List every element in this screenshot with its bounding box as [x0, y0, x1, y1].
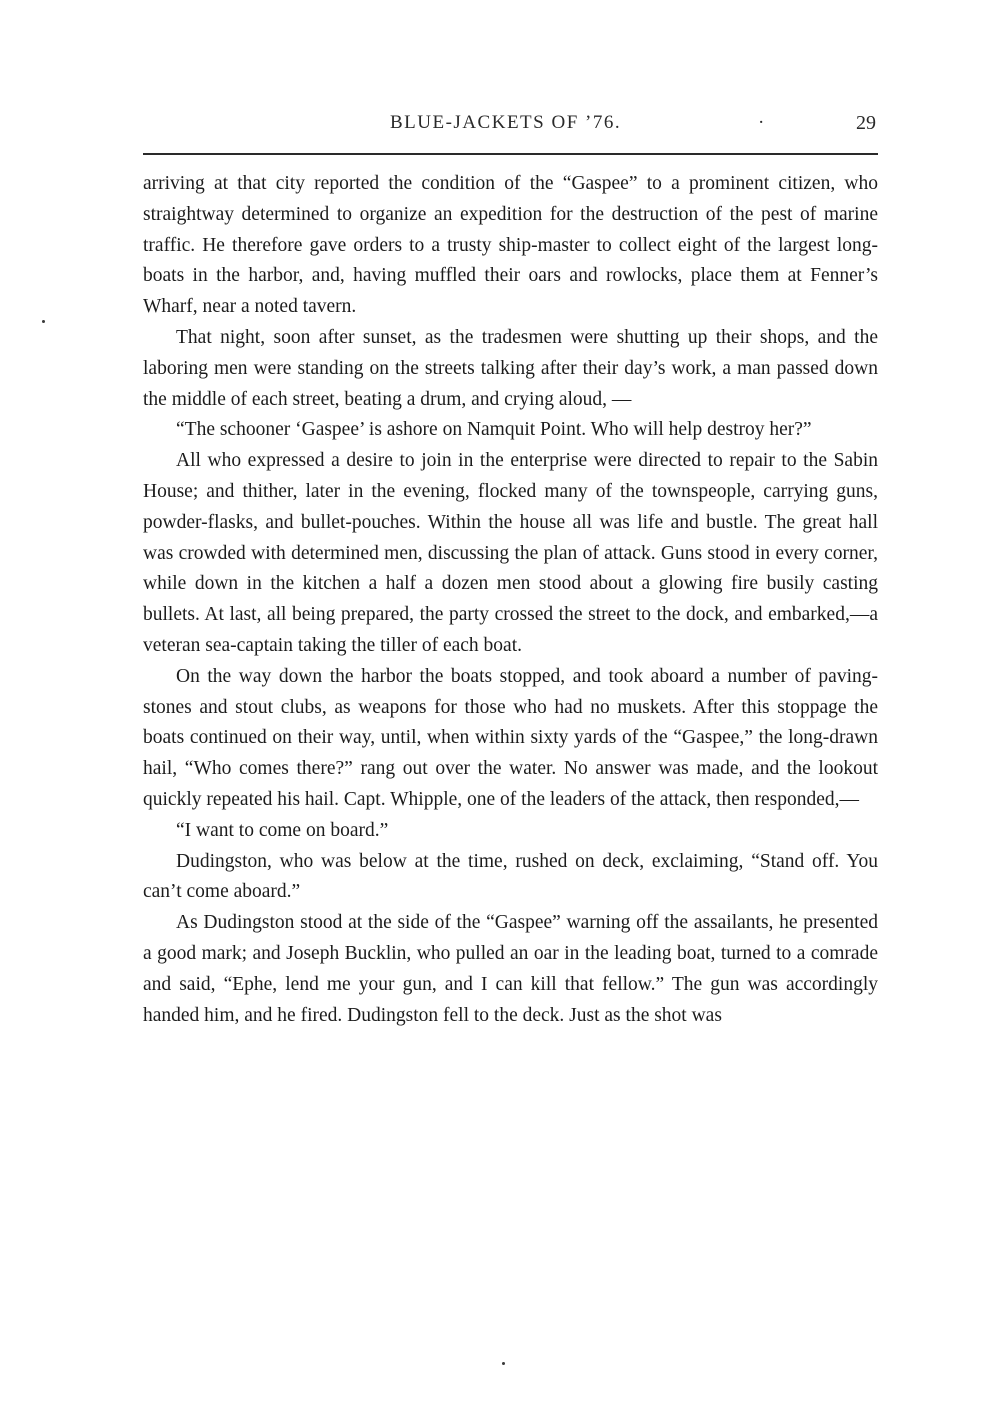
header-rule	[143, 153, 878, 155]
paragraph-5: On the way down the harbor the boats stopped, and took aboard a number of paving-stones and stout clubs, as weapons for those who had no muskets. After this stoppage the boats continued on their way, until, when within sixty yards of the “Gaspee,” the long-drawn hail, “Who comes there?” rang out over the water. No answer was made, and the lookout quickly repeated his hail. Capt. Whipple, one of the leaders of the attack, then responded,—	[143, 665, 878, 810]
paragraph-7: Dudingston, who was below at the time, rushed on deck, exclaiming, “Stand off. You can’t come aboard.”	[143, 850, 878, 903]
page-number: 29	[856, 112, 876, 134]
paragraph-4: All who expressed a desire to join in the enterprise were directed to repair to the Sabin House; and thither, later in the evening, flocked many of the townspeople, carrying guns, powder-flasks, and bullet-pouches. Within the house all was life and bustle. The great hall was crowded with determined men, discussing the plan of attack. Guns stood in every corner, while down in the kitchen a half a dozen men stood about a glowing fire busily casting bullets. At last, all being prepared, the party crossed the street to the dock, and embarked,—a veteran sea-captain taking the tiller of each boat.	[143, 450, 878, 656]
paragraph-2: That night, soon after sunset, as the tradesmen were shutting up their shops, and the laboring men were standing on the streets talking after their day’s work, a man passed down the middle of each street, beating a drum, and crying aloud, —	[143, 326, 878, 410]
paragraph-3: “The schooner ‘Gaspee’ is ashore on Namquit Point. Who will help destroy her?”	[176, 419, 812, 441]
running-head	[140, 112, 880, 142]
running-head-separator: ·	[758, 112, 765, 133]
paragraph-6: “I want to come on board.”	[176, 819, 389, 841]
scan-speck	[42, 320, 45, 323]
paragraph-8: As Dudingston stood at the side of the “Gaspee” warning off the assailants, he presented a good mark; and Joseph Bucklin, who pulled an oar in the leading boat, turned to a comrade and said, “Ephe, lend me your gun, and I can kill that fellow.” The gun was accordingly handed him, and he fired. Dudingston fell to the deck. Just as the shot was	[143, 912, 878, 1026]
body-text	[143, 169, 878, 1031]
running-title: BLUE-JACKETS OF ’76.	[390, 112, 622, 133]
scan-speck	[502, 1362, 505, 1365]
paragraph-1: arriving at that city reported the condition of the “Gaspee” to a prominent citizen, who straightway determined to organize an expedition for the destruction of the pest of marine traffic. He therefore gave orders to a trusty ship-master to collect eight of the largest long-boats in the harbor, and, having muffled their oars and rowlocks, place them at Fenner’s Wharf, near a noted tavern.	[143, 173, 878, 318]
